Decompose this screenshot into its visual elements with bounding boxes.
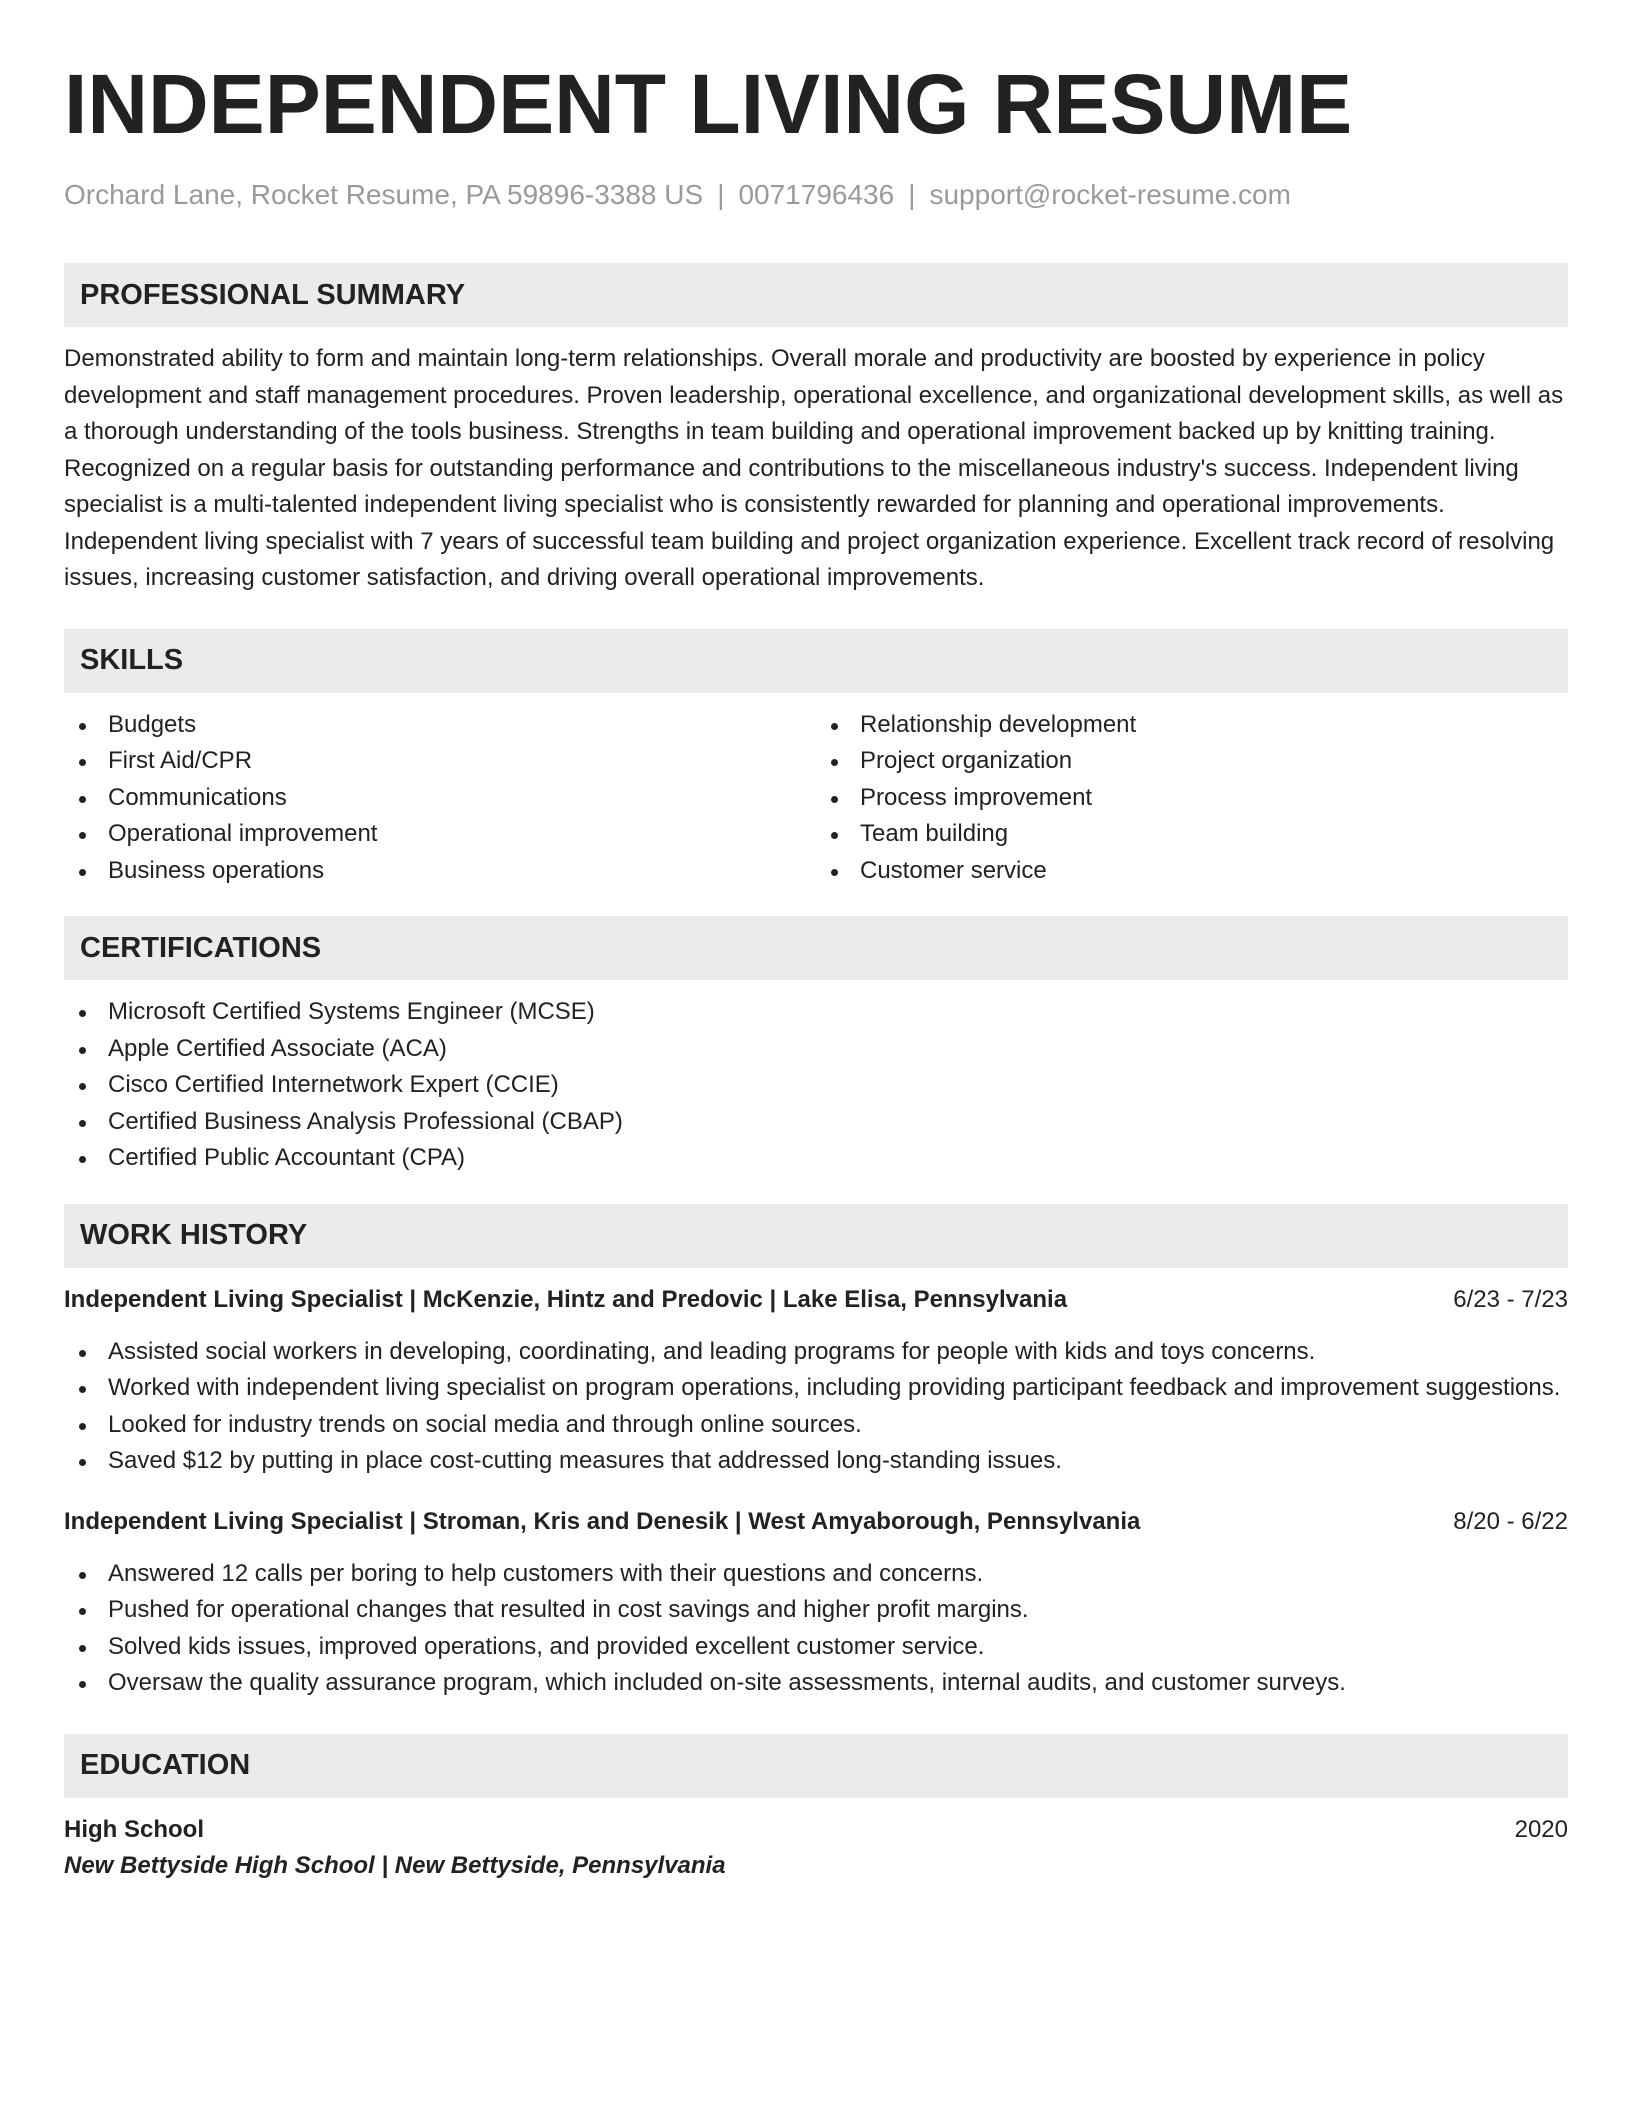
education-header <box>64 1812 1568 1848</box>
contact-line <box>64 178 1568 212</box>
job-dates: 6/23 - 7/23 <box>1453 1285 1568 1313</box>
skill-item: First Aid/CPR <box>64 743 816 780</box>
certification-item: Apple Certified Associate (ACA) <box>64 1031 1568 1068</box>
contact-separator: | <box>717 179 725 210</box>
certification-item: Certified Public Accountant (CPA) <box>64 1140 1568 1177</box>
skill-item: Customer service <box>816 853 1568 890</box>
education-degree: High School <box>64 1815 204 1843</box>
skill-item: Operational improvement <box>64 816 816 853</box>
job-bullet: Worked with independent living specialist on program operations, including providing participant feedback and improvement suggestions. <box>64 1370 1568 1407</box>
job-header <box>64 1282 1568 1318</box>
certification-item: Certified Business Analysis Professional (CBAP) <box>64 1104 1568 1141</box>
certification-item: Microsoft Certified Systems Engineer (MCSE) <box>64 994 1568 1031</box>
skill-item: Relationship development <box>816 707 1568 744</box>
contact-separator: | <box>908 179 916 210</box>
skills-list-left <box>64 707 816 890</box>
job-bullets <box>64 1334 1568 1480</box>
skill-item: Project organization <box>816 743 1568 780</box>
job-bullet: Looked for industry trends on social media and through online sources. <box>64 1407 1568 1444</box>
job-bullet: Saved $12 by putting in place cost-cutting measures that addressed long-standing issues. <box>64 1443 1568 1480</box>
education-year: 2020 <box>1514 1815 1568 1843</box>
job-bullet: Assisted social workers in developing, coordinating, and leading programs for people with kids and toys concerns. <box>64 1334 1568 1371</box>
skills-columns <box>64 707 1568 890</box>
contact-address: Orchard Lane, Rocket Resume, PA 59896-3388 US <box>64 179 704 210</box>
resume-title: INDEPENDENT LIVING RESUME <box>64 57 1353 151</box>
education-heading: EDUCATION <box>64 1734 1568 1798</box>
summary-text: Demonstrated ability to form and maintain long-term relationships. Overall morale and productivity are boosted by experience in policy development and staff management procedures. Proven leadership, operational excellence, and organizational development skills, as well as a thorough understanding of the tools business. Strengths in team building and operational improvement backed up by knitting training. Recognized on a regular basis for outstanding performance and contributions to the miscellaneous industry's success. Independent living specialist is a multi-talented independent living specialist who is consistently rewarded for planning and operational improvements. Independent living specialist with 7 years of successful team building and project organization experience. Excellent track record of resolving issues, increasing customer satisfaction, and driving overall operational improvements. <box>64 345 1564 591</box>
skills-heading: SKILLS <box>64 629 1568 693</box>
work-heading: WORK HISTORY <box>64 1204 1568 1268</box>
summary-heading: PROFESSIONAL SUMMARY <box>64 263 1568 327</box>
job-bullet: Answered 12 calls per boring to help customers with their questions and concerns. <box>64 1556 1568 1593</box>
skill-item: Business operations <box>64 853 816 890</box>
skill-item: Budgets <box>64 707 816 744</box>
skill-item: Communications <box>64 780 816 817</box>
job-title: Independent Living Specialist | Stroman, Kris and Denesik | West Amyaborough, Pennsylvania <box>64 1507 1141 1535</box>
job-bullet: Oversaw the quality assurance program, which included on-site assessments, internal audits, and customer surveys. <box>64 1665 1568 1702</box>
job-bullet: Solved kids issues, improved operations, and provided excellent customer service. <box>64 1629 1568 1666</box>
certifications-heading: CERTIFICATIONS <box>64 916 1568 980</box>
certifications-list <box>64 994 1568 1177</box>
skill-item: Process improvement <box>816 780 1568 817</box>
job-dates: 8/20 - 6/22 <box>1453 1507 1568 1535</box>
skills-list-right <box>816 707 1568 890</box>
job-title: Independent Living Specialist | McKenzie, Hintz and Predovic | Lake Elisa, Pennsylvania <box>64 1285 1068 1313</box>
education-school: New Bettyside High School | New Bettyside, Pennsylvania <box>64 1851 726 1879</box>
contact-phone: 0071796436 <box>738 179 895 210</box>
job-bullets <box>64 1556 1568 1702</box>
certification-item: Cisco Certified Internetwork Expert (CCIE) <box>64 1067 1568 1104</box>
skill-item: Team building <box>816 816 1568 853</box>
contact-email[interactable]: support@rocket-resume.com <box>929 179 1291 210</box>
job-bullet: Pushed for operational changes that resulted in cost savings and higher profit margins. <box>64 1592 1568 1629</box>
job-header <box>64 1504 1568 1540</box>
